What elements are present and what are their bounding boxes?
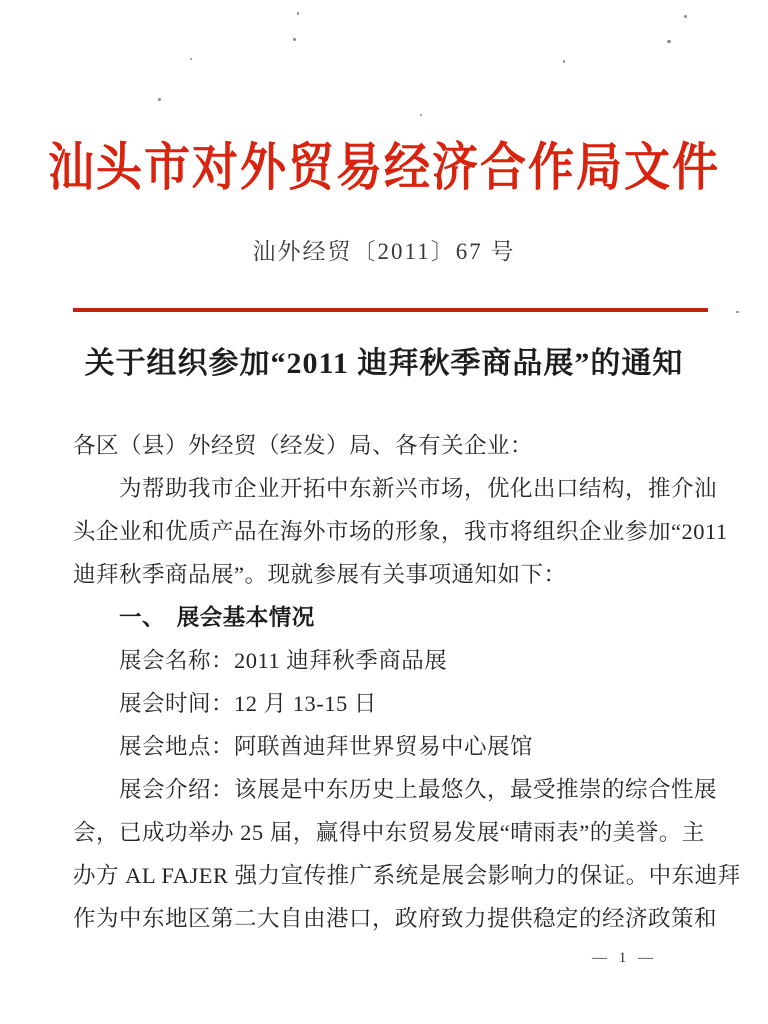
scan-speckle (563, 60, 565, 63)
body-line: 头企业和优质产品在海外市场的形象，我市将组织企业参加“2011 (73, 519, 728, 544)
exhibition-name-line: 展会名称：2011 迪拜秋季商品展 (119, 648, 448, 673)
body-line: 办方 AL FAJER 强力宣传推广系统是展会影响力的保证。中东迪拜 (73, 863, 741, 888)
red-divider-line (73, 308, 708, 312)
notice-title: 关于组织参加“2011 迪拜秋季商品展”的通知 (84, 347, 684, 380)
body-line: 迪拜秋季商品展”。现就参展有关事项通知如下： (73, 562, 567, 587)
scan-speckle (297, 12, 299, 15)
scan-speckle (190, 58, 192, 60)
scan-speckle (293, 38, 296, 41)
section-heading: 一、 展会基本情况 (119, 605, 315, 630)
scan-speckle (736, 311, 739, 313)
exhibition-intro-line: 展会介绍：该展是中东历史上最悠久，最受推崇的综合性展 (119, 777, 718, 802)
exhibition-location-line: 展会地点：阿联酋迪拜世界贸易中心展馆 (119, 734, 534, 759)
scan-speckle (667, 40, 671, 43)
salutation-line: 各区（县）外经贸（经发）局、各有关企业： (73, 433, 534, 458)
exhibition-date-line: 展会时间：12 月 13-15 日 (119, 691, 377, 716)
scan-speckle (420, 114, 422, 116)
scan-speckle (158, 98, 161, 101)
document-number: 汕外经贸〔2011〕67 号 (252, 239, 516, 264)
agency-title: 汕头市对外贸易经济合作局文件 (48, 139, 720, 197)
body-line: 会，已成功举办 25 届，赢得中东贸易发展“晴雨表”的美誉。主 (73, 820, 705, 845)
scan-speckle (684, 15, 687, 18)
page-number: — 1 — (592, 950, 657, 966)
body-line: 为帮助我市企业开拓中东新兴市场，优化出口结构，推介汕 (119, 476, 718, 501)
notice-body (73, 424, 741, 940)
body-line: 作为中东地区第二大自由港口，政府致力提供稳定的经济政策和 (73, 906, 718, 931)
